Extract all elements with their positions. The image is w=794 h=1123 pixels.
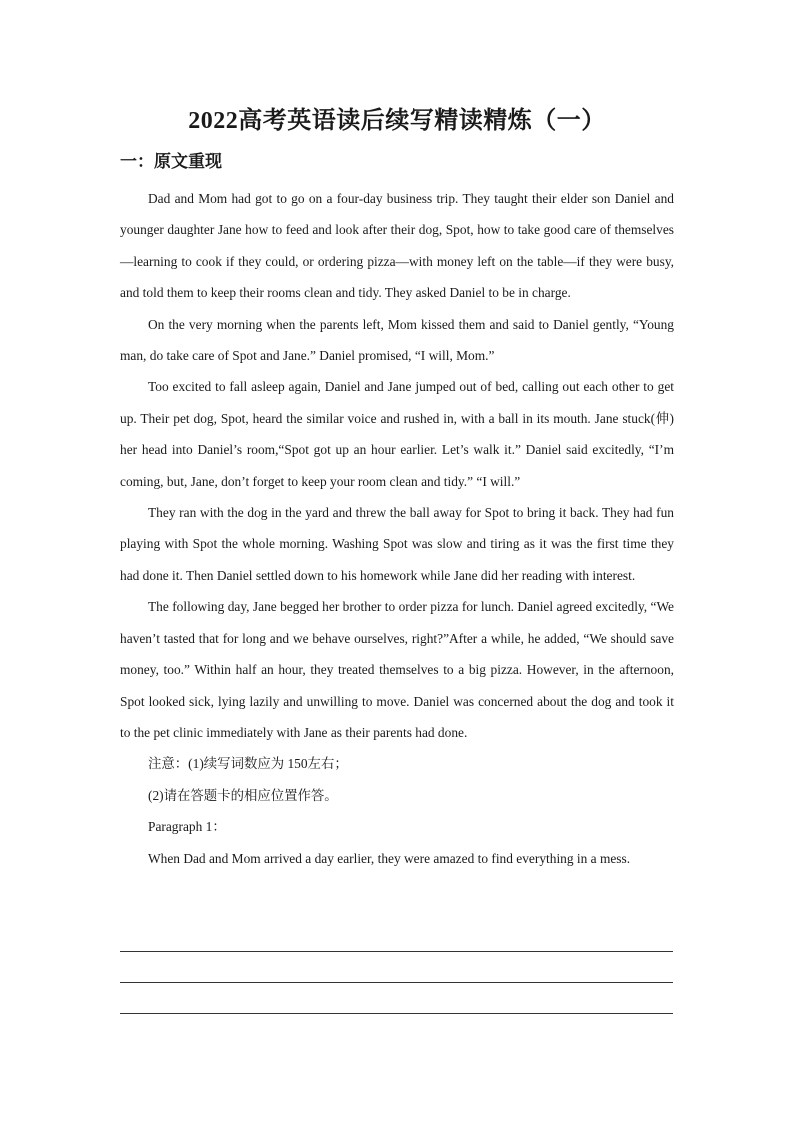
document-title: 2022高考英语读后续写精读精炼（一） — [188, 108, 606, 134]
answer-line-3 — [120, 1013, 673, 1014]
answer-line-2 — [120, 982, 673, 983]
paragraph-label: Paragraph 1： — [148, 819, 226, 835]
story-paragraph-2: On the very morning when the parents left, Mom kissed them and said to Daniel gently, “Young man, do take care of Spot and Jane.” Daniel promised, “I will, Mom.” — [120, 316, 674, 364]
section-heading: 一：原文重现 — [120, 152, 222, 171]
prompt-sentence: When Dad and Mom arrived a day earlier, they were amazed to find everything in a mess. — [148, 850, 631, 866]
story-paragraph-4: They ran with the dog in the yard and threw the ball away for Spot to bring it back. They had fun playing with Spot the whole morning. Washing Spot was slow and tiring as it was the first time they had done it. Then Daniel settled down to his homework while Jane did her reading with interest. — [120, 505, 674, 583]
document-body — [120, 183, 674, 874]
answer-line-1 — [120, 951, 673, 952]
note-word-count: 注意：(1)续写词数应为 150左右； — [148, 756, 348, 772]
story-paragraph-3: Too excited to fall asleep again, Daniel and Jane jumped out of bed, calling out each other to get up. Their pet dog, Spot, heard the similar voice and rushed in, with a ball in its mouth. Jane stuck(伸) her head into Daniel’s room,“Spot got up an hour earlier. Let’s walk it.” Daniel said excitedly, “I’m coming, but, Jane, don’t forget to keep your room clean and tidy.” “I will.” — [120, 379, 674, 489]
story-paragraph-1: Dad and Mom had got to go on a four-day business trip. They taught their elder son Daniel and younger daughter Jane how to feed and look after their dog, Spot, how to take good care of themselves—learning to cook if they could, or ordering pizza—with money left on the table—if they were busy, and told them to keep their rooms clean and tidy. They asked Daniel to be in charge. — [120, 191, 674, 301]
note-answer-location: (2)请在答题卡的相应位置作答。 — [148, 787, 338, 803]
story-paragraph-5: The following day, Jane begged her brother to order pizza for lunch. Daniel agreed excitedly, “We haven’t tasted that for long and we behave ourselves, right?”After a while, he added, “We should save money, too.” Within half an hour, they treated themselves to a big pizza. However, in the afternoon, Spot looked sick, lying lazily and unwilling to move. Daniel was concerned about the dog and took it to the pet clinic immediately with Jane as their parents had done. — [120, 599, 674, 740]
